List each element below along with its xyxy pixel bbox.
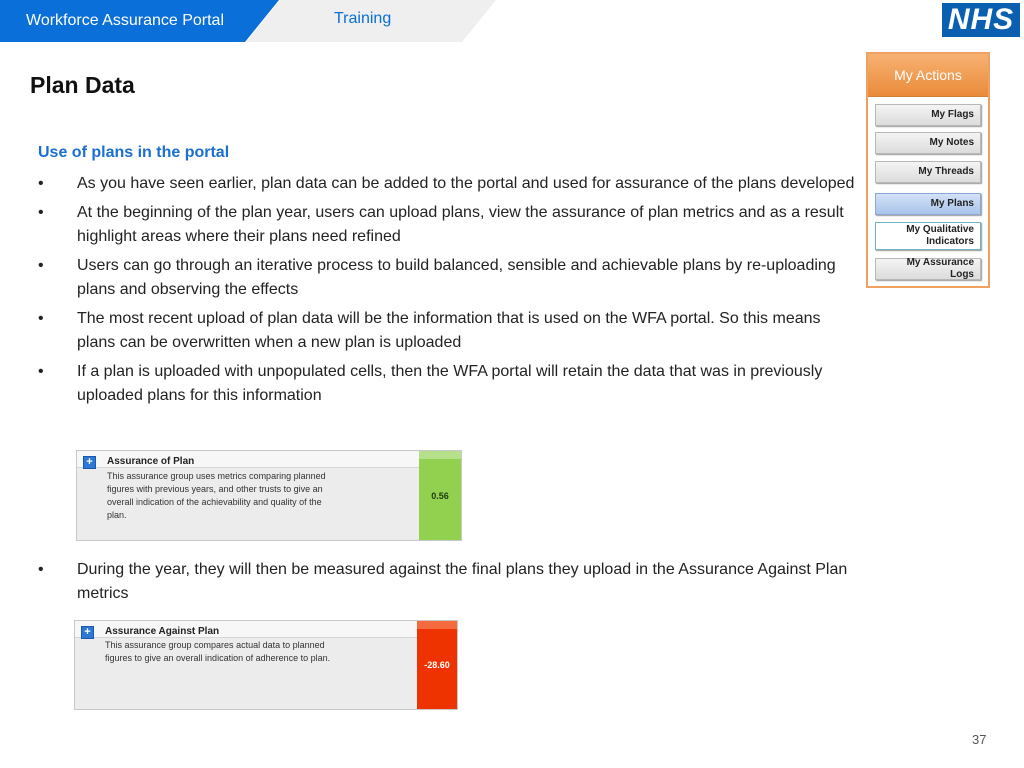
score-cell-highlight bbox=[419, 451, 461, 459]
expand-plus-icon[interactable]: + bbox=[81, 626, 94, 639]
bullet-list bbox=[38, 172, 860, 413]
assurance-of-plan-score bbox=[419, 451, 461, 540]
tab-training[interactable]: Training bbox=[334, 10, 392, 27]
assurance-of-plan-description: This assurance group uses metrics comparing planned figures with previous years, and other trusts to give an overall indication of the achievability and quality of the plan. bbox=[107, 471, 326, 520]
assurance-against-plan-title: Assurance Against Plan bbox=[105, 626, 220, 637]
bullet-text: As you have seen earlier, plan data can be added to the portal and used for assurance of the plans developed bbox=[77, 175, 855, 192]
nhs-logo: NHS bbox=[942, 3, 1020, 37]
assurance-of-plan-value: 0.56 bbox=[431, 490, 449, 501]
bullet-mark: • bbox=[38, 561, 44, 578]
page-number: 37 bbox=[972, 732, 987, 747]
top-header bbox=[0, 0, 1024, 42]
score-cell-highlight bbox=[417, 621, 457, 629]
bullet-mark: • bbox=[38, 363, 44, 380]
assurance-of-plan-title: Assurance of Plan bbox=[107, 456, 195, 467]
list-item bbox=[38, 201, 860, 249]
my-actions-panel bbox=[866, 52, 990, 288]
my-qualitative-indicators-button[interactable]: My Qualitative Indicators bbox=[875, 222, 981, 250]
bullet-text: The most recent upload of plan data will be the information that is used on the WFA portal. So this means plans can be overwritten when a new plan is uploaded bbox=[77, 310, 821, 351]
assurance-against-plan-value: -28.60 bbox=[424, 660, 450, 670]
my-plans-button[interactable]: My Plans bbox=[875, 193, 981, 215]
list-item bbox=[38, 172, 860, 196]
my-actions-header: My Actions bbox=[868, 54, 988, 97]
page-title: Plan Data bbox=[30, 72, 135, 98]
bullet-text: Users can go through an iterative process to build balanced, sensible and achievable plans by re-uploading plans and observing the effects bbox=[77, 257, 836, 298]
bullet-mark: • bbox=[38, 175, 44, 192]
bullet-mark: • bbox=[38, 257, 44, 274]
bullet-text: At the beginning of the plan year, users can upload plans, view the assurance of plan metrics and as a result highlight areas where their plans need refined bbox=[77, 204, 844, 245]
section-heading: Use of plans in the portal bbox=[38, 144, 230, 161]
list-item bbox=[38, 558, 860, 606]
portal-title: Workforce Assurance Portal bbox=[0, 0, 245, 42]
bullet-text: During the year, they will then be measured against the final plans they upload in the Assurance Against Plan metrics bbox=[77, 561, 848, 602]
bullet-list-final bbox=[38, 558, 860, 611]
bullet-text: If a plan is uploaded with unpopulated cells, then the WFA portal will retain the data that was in previously uploaded plans for this information bbox=[77, 363, 823, 404]
assurance-of-plan-panel bbox=[76, 450, 462, 541]
list-item bbox=[38, 307, 860, 355]
my-notes-button[interactable]: My Notes bbox=[875, 132, 981, 154]
assurance-against-plan-description: This assurance group compares actual data to planned figures to give an overall indication of adherence to plan. bbox=[105, 640, 331, 663]
assurance-against-plan-panel bbox=[74, 620, 458, 710]
bullet-mark: • bbox=[38, 310, 44, 327]
my-flags-button[interactable]: My Flags bbox=[875, 104, 981, 126]
list-item bbox=[38, 254, 860, 302]
list-item bbox=[38, 360, 860, 408]
my-threads-button[interactable]: My Threads bbox=[875, 161, 981, 183]
assurance-against-plan-score bbox=[417, 621, 457, 709]
my-assurance-logs-button[interactable]: My Assurance Logs bbox=[875, 258, 981, 280]
bullet-mark: • bbox=[38, 204, 44, 221]
expand-plus-icon[interactable]: + bbox=[83, 456, 96, 469]
